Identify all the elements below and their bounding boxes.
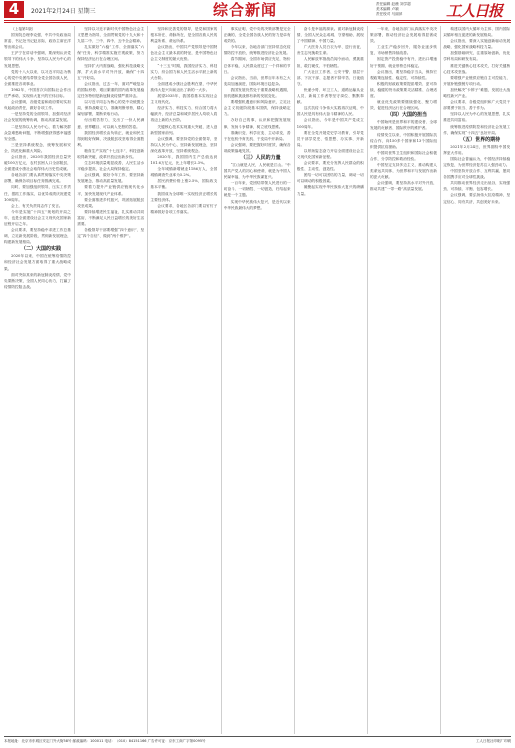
article-column	[77, 26, 144, 734]
article-paragraph: 粮食生产实现“十七连丰”，科技创新取得新突破，改革开放迈出新步伐。	[77, 148, 145, 159]
article-paragraph: 国务院总理李克强，中共中央政治局常委、书记处书记赵乐际，政协主席汪洋等出席会议。	[4, 33, 71, 50]
article-paragraph: 全年城镇新增就业1186万人，全国城镇调查失业率为5.2%。	[150, 167, 218, 178]
footer-rule	[4, 736, 511, 737]
editor-line: 责任编辑 赵薇 刘学超	[376, 2, 411, 6]
article-paragraph: 凝聚起实现中华民族伟大复兴的磅礴力量。	[296, 185, 364, 196]
section-subheading: （二）大国的实践	[20, 246, 61, 253]
masthead	[0, 0, 515, 20]
issue-date: 2021年2月24日 星期三	[31, 8, 96, 15]
article-column	[443, 26, 510, 734]
article-paragraph: 奋斗是幸福的源泉。面对新冠肺炎疫情，全国人民众志成城、守望相助，展现了中国精神、中国力量。	[296, 27, 364, 44]
article-paragraph: 构建以国内大循环为主体、国内国际双循环相互促进的新发展格局。	[443, 27, 511, 38]
article-paragraph: 疫情发生以来，中国积极开展国际抗疫合作，向150多个国家和13个国际组织提供抗疫援助。	[370, 132, 437, 149]
article-paragraph: 2021年2月24日，世界期待中国发挥更大作用。	[443, 144, 511, 155]
article-column	[150, 26, 217, 734]
article-paragraph: 会议强调，要弘扬伟大抗疫精神，坚定信心、同舟共济，共创美好未来。	[443, 193, 511, 204]
article-paragraph: 扎实做好“六稳”工作、全面落实“六保”任务，科学精准实施宏观政策，努力保持经济运行在合理区间。	[77, 45, 145, 62]
article-paragraph: 一是坚持党的全面领导，加强对经济社会发展的统筹协调，推动高质量发展。	[4, 112, 71, 123]
article-paragraph: 要在全党开展党史学习教育，引导党员干部学党史、悟思想、办实事、开新局。	[296, 130, 364, 147]
article-paragraph: 要增强机遇意识和风险意识，立足社会主义初级阶段基本国情，保持战略定力。	[223, 100, 291, 117]
page-number: 4	[4, 1, 24, 18]
article-paragraph: 面对突如其来的新冠肺炎疫情，党中央果断决策，全国人民同心协力，打赢了疫情防控阻击战。	[4, 272, 71, 289]
article-paragraph: 会议指出，今年是中国共产党成立100周年。	[296, 118, 364, 129]
article-paragraph: 全面建成小康社会胜利在望，中华民族伟大复兴向前迈出了新的一大步。	[150, 81, 218, 92]
article-paragraph: 工业生产稳步回升，服务业逐步恢复，市场销售持续改善。	[370, 45, 437, 56]
masthead-rule-thin	[4, 22, 511, 23]
article-paragraph: 会议强调，要坚持高水平对外开放，推动共建“一带一路”高质量发展。	[370, 181, 437, 192]
article-paragraph: 要增强产业链供应链自主可控能力，开展补链强链专项行动。	[443, 75, 511, 86]
section-title: 综合新闻	[212, 1, 277, 19]
article-paragraph: 居民消费价格上涨2.5%，国际收支基本平衡。	[150, 179, 218, 190]
article-paragraph: 展望2035年，我国将基本实现社会主义现代化。	[150, 94, 218, 105]
article-paragraph: 一百年来，党团结带领人民进行的一切奋斗、一切牺牲、一切创造，归结起来就是一个主题。	[223, 181, 291, 198]
article-paragraph: 会议指出，2020年我国经济总量突破100万亿元，农村贫困人口全部脱贫，全面建成小康社会取得伟大历史性成就。	[4, 154, 71, 172]
article-paragraph: 会议指出，要坚持稳字当头，保持宏观政策连续性、稳定性、可持续性。	[370, 69, 437, 80]
article-paragraph: 团结一切可以团结的力量，调动一切可以调动的积极因素。	[296, 173, 364, 184]
article-paragraph: 会议指出，要深入实施创新驱动发展战略，强化国家战略科技力量。	[443, 39, 511, 50]
editor-line: 责任校对 马丽萍	[376, 12, 403, 16]
article-paragraph: 2020年，我国国内生产总值达到101.6万亿元，比上年增长2.3%。	[150, 154, 218, 166]
footer-printer: 工人日报社印刷厂印刷	[476, 739, 511, 743]
article-paragraph: 坚持以人民为中心的发展思想，扎实推进共同富裕。	[443, 112, 511, 123]
article-paragraph: 我国发展仍然处于重要战略机遇期，但机遇和挑战都有新的发展变化。	[223, 87, 291, 99]
article-paragraph: 党的十八大以来，以习近平同志为核心的党中央团结带领全党全国各族人民，全面推进各项事业。	[4, 69, 71, 86]
article-paragraph: 这次抗疫斗争伟大实践再次证明，中国人民是具有伟大奋斗精神的人民。	[296, 106, 364, 117]
section-subheading: （三）人民的力量	[240, 154, 281, 161]
article-paragraph: 一年来，各地各部门认真落实中央决策部署，推动经济社会发展取得显著成效。	[370, 27, 437, 44]
article-paragraph: 会议指出，当前，世界百年未有之大变局加速演进，国际环境日趋复杂。	[223, 75, 291, 86]
article-paragraph: 会议要求，要充分发挥人民群众的积极性、主动性、创造性。	[296, 161, 364, 172]
article-paragraph: 广大医务人员白衣为甲、逆行出征，舍生忘死挽救生命。	[296, 45, 364, 56]
masthead-rule	[4, 20, 511, 21]
article-paragraph: 就业优先政策要继续强化、聚力增效，促进经济运行在合理区间。	[370, 100, 437, 111]
article-paragraph: 加快解决“卡脖子”难题，发展壮大战略性新兴产业。	[443, 87, 511, 99]
article-paragraph: 固定资产投资稳中有升，进出口增速好于预期，就业形势总体稳定。	[370, 57, 437, 68]
newspaper-logo: 工人日报	[446, 2, 503, 20]
article-paragraph: 会议强调，各级党委和政府要切实担负起政治责任，做好各项工作。	[4, 100, 71, 111]
article-column	[297, 26, 364, 734]
article-paragraph: 要全面推进乡村振兴，巩固拓展脱贫攻坚成果。	[77, 197, 145, 208]
article-column	[4, 26, 71, 734]
section-subheading: （四）大国的担当	[386, 112, 427, 119]
article-paragraph: 坚持以习近平新时代中国特色社会主义思想为指导，全面贯彻党的十九大和十九届二中、三中、四中、五中全会精神。	[77, 27, 145, 44]
article-paragraph: 二是坚持以人民为中心，着力解决群众急难愁盼问题，不断增强获得感幸福感安全感。	[4, 124, 71, 141]
article-paragraph: 今年以来，各地各部门坚持常态化疫情防控不放松，统筹推进经济社会发展。	[223, 45, 291, 56]
article-paragraph: 实现中华民族伟大复兴，是近代以来中华民族最伟大的梦想。	[223, 199, 291, 210]
article-paragraph: 2020年以来，中国在统筹疫情防控和经济社会发展方面取得了重大战略成果。	[4, 254, 71, 271]
article-paragraph: 要持续增进民生福祉，扎实推动共同富裕，不断满足人民日益增长的美好生活需要。	[77, 209, 145, 226]
article-paragraph: 生态环境质量明显改善，人民生活水平稳步提高，社会大局保持稳定。	[77, 161, 145, 172]
article-paragraph: 会议强调，要把握好时度效，确保各项政策落地见效。	[223, 142, 291, 153]
article-paragraph: 各级领导干部要增强“四个意识”、坚定“四个自信”、做到“两个维护”。	[77, 228, 145, 239]
article-paragraph: 中国坚定支持多边主义，推动构建人类命运共同体，为世界和平与发展作出新的更大贡献。	[370, 162, 437, 180]
article-paragraph: 会议要求，各级党组织和广大党员干部要勇于担当、善于作为。	[443, 100, 511, 111]
article-column	[224, 26, 291, 734]
article-paragraph: 1982年，中国首次向国际社会作出庄严承诺，实现伟大复兴的宏伟目标。	[4, 87, 71, 99]
article-paragraph: 同时，要加强组织领导，压实工作责任，狠抓工作落实，以优异成绩庆祝建党100周年。	[4, 185, 71, 202]
article-paragraph: 准确识变、科学应变、主动求变，善于在危机中育先机、于变局中开新局。	[223, 130, 291, 141]
article-paragraph: 经济实力、科技实力、综合国力将大幅跃升，经济总量和城乡居民人均收入将再迈上新的大台阶。	[150, 106, 218, 123]
article-paragraph: 今年是实施“十四五”规划的开局之年，也是全面建设社会主义现代化国家新征程开启之年。	[4, 209, 71, 226]
article-paragraph: 中国坚持开放合作、互利共赢，愿同各国携手应对全球性挑战。	[443, 169, 511, 180]
article-paragraph: 要着力提升产业链供应链现代化水平，加快发展现代产业体系。	[77, 185, 145, 196]
article-columns	[4, 26, 511, 734]
article-paragraph: 会议指出，中国共产党领导是中国特色社会主义最本质的特征，是中国特色社会主义制度的最大优势。	[150, 45, 218, 62]
article-paragraph: 会议强调，做好今年工作，要坚持新发展理念，推动高质量发展。	[77, 173, 145, 184]
editor-line: 美术编辑 卢颖	[376, 7, 399, 11]
article-paragraph: 我国经济增长由负转正，就业和民生得到较好保障，决战脱贫攻坚取得全面胜利。	[77, 130, 145, 147]
article-paragraph: “江山就是人民，人民就是江山。”中国共产党人的初心和使命，就是为中国人民谋幸福，为中华民族谋复兴。	[223, 162, 291, 180]
article-paragraph: 推进关键核心技术攻关，打好关键核心技术攻坚战。	[443, 63, 511, 74]
article-paragraph: 会议强调，要坚持党的全面领导，坚持以人民为中心，坚持新发展理念，坚持深化改革开放，坚持系统观念。	[150, 136, 218, 153]
article-paragraph: 会议要求，要坚持稳中求进工作总基调，立足新发展阶段，贯彻新发展理念，构建新发展格局。	[4, 228, 71, 245]
article-paragraph: 广大社区工作者、公安干警、基层干部、下沉干部、志愿者不辞辛苦、日夜值守。	[296, 69, 364, 86]
article-paragraph: 会议要求，各地区各部门要以钉钉子精神抓好各项工作落实。	[150, 203, 218, 214]
article-paragraph: 春节期间，全国市场供应充足，物价总体平稳，人民群众度过了一个祥和的节日。	[223, 57, 291, 74]
article-column	[370, 26, 437, 734]
article-paragraph: 坚持扩大内需战略，强化科技战略支撑，扩大高水平对外开放，确保“十四五”开好局。	[77, 63, 145, 80]
article-paragraph: 坚持和完善党的领导，是党和国家的根本所在、命脉所在，是全国各族人民的利益所系、命运所系。	[150, 27, 218, 44]
article-paragraph: 三是坚持系统观念，统筹发展和安全，防范化解重大风险。	[4, 142, 71, 153]
footer-info: 本报地址：北京市东城区安定门外大街58号 邮政编码：100011 电话：（010）84151166 广告许可证：京东工商广字第0095号	[4, 739, 206, 743]
article-paragraph: 共同推动世界经济走出低谷，实现强劲、可持续、平衡、包容增长。	[443, 181, 511, 192]
article-paragraph: 积极的财政政策要提质增效、更可持续，稳健的货币政策要灵活精准、合理适度。	[370, 81, 437, 99]
editor-credits	[376, 2, 411, 17]
article-paragraph: 会上，有关负责同志作了发言。	[11, 203, 63, 208]
article-paragraph: 王沪宁在讲话中强调，要深刻认识党领导下的伟大斗争，坚持以人民为中心的发展思想。	[4, 51, 71, 68]
article-paragraph: 快递小哥、环卫工人、道路运输从业人员、新闻工作者等坚守岗位、默默奉献。	[296, 87, 364, 105]
article-paragraph: 以昂扬姿态奋力开启全面建设社会主义现代化国家新征程。	[296, 148, 364, 159]
article-paragraph: 中国始终是世界和平的建设者、全球发展的贡献者、国际秩序的维护者。	[370, 120, 437, 131]
article-paragraph: 加强基础研究，注重原始创新，优化学科布局和研发布局。	[443, 51, 511, 62]
article-paragraph: 关键核心技术实现重大突破，进入创新型国家前列。	[150, 124, 218, 135]
article-paragraph: 中国同世界卫生组织和国际社会积极合作，分享防控和救治经验。	[370, 150, 437, 161]
article-paragraph: 我国成为全球唯一实现经济正增长的主要经济体。	[150, 191, 218, 202]
article-paragraph: 各地各部门要认真贯彻落实中央决策部署，确保各项目标任务圆满完成。	[4, 173, 71, 184]
article-paragraph: “十三五”时期，我国经济实力、科技实力、综合国力和人民生活水平跃上新的大台阶。	[150, 63, 218, 80]
article-paragraph: 国际社会普遍认为，中国经济持续稳定恢复，为世界经济复苏注入强劲动力。	[443, 156, 511, 167]
article-paragraph: 人民解放军指战员闻令而动、勇挑重担，敢打硬仗、不怕牺牲。	[296, 57, 364, 68]
article-paragraph: 付出艰苦努力，交出了一份人民满意、世界瞩目、可以载入史册的答卷。	[77, 118, 145, 129]
article-paragraph: 办好自己的事，认识和把握发展规律，发扬斗争精神，树立底线思维。	[223, 118, 291, 129]
section-subheading: （五）世界的期待	[460, 136, 501, 143]
article-paragraph: 统筹推进疫情防控和经济社会发展工作，确保实现“十四五”良好开局。	[443, 124, 511, 135]
article-paragraph: （上接第1版）	[11, 27, 36, 31]
article-paragraph: 以习近平同志为核心的党中央统揽全局，保持战略定力，准确判断形势，精心谋划部署，果断采取行动。	[77, 100, 145, 117]
article-paragraph: 会议指出，过去一年，面对严峻复杂的国际形势、艰巨繁重的国内改革发展稳定任务特别是新冠肺炎疫情严重冲击。	[77, 81, 145, 99]
article-paragraph: 事实证明，党中央的决策部署是完全正确的，全党全国各族人民的努力是卓有成效的。	[223, 27, 291, 44]
